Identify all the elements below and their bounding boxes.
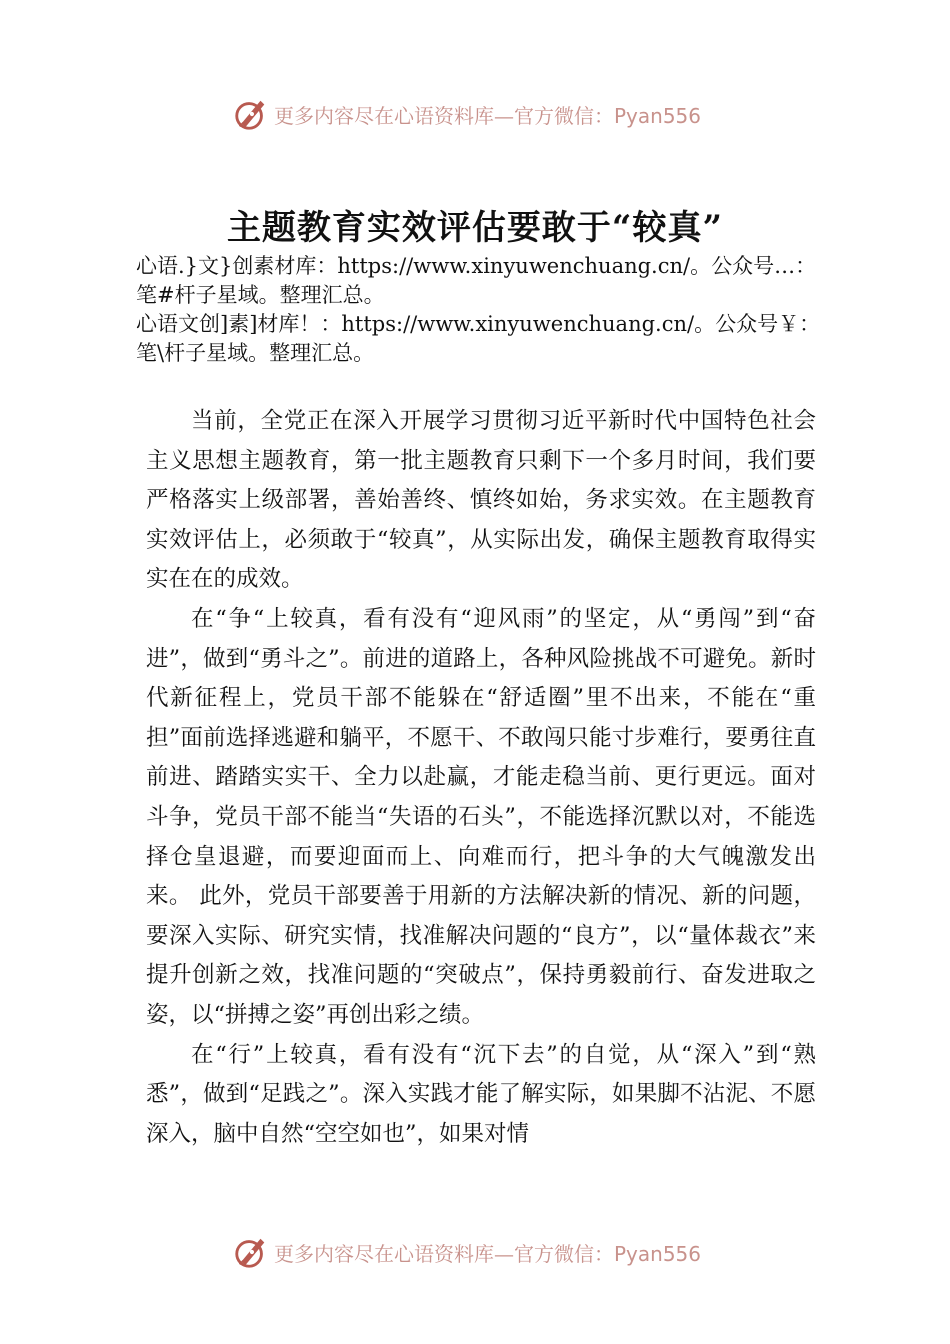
header-banner	[0, 92, 950, 136]
banner-text-cn: 更多内容尽在心语资料库—官方微信：	[274, 1241, 614, 1266]
footer-banner	[0, 1230, 950, 1274]
banner-text-cn: 更多内容尽在心语资料库—官方微信：	[274, 103, 614, 128]
banner-text	[274, 100, 701, 129]
banner-wechat-id: Pyan556	[614, 1241, 702, 1266]
document-body	[146, 402, 816, 1154]
source-notes	[136, 252, 826, 368]
banner-wechat-id: Pyan556	[614, 103, 702, 128]
body-paragraph: 在“争“上较真，看有没有“迎风雨”的坚定，从“勇闯”到“奋进”，做到“勇斗之”。前进的道路上，各种风险挑战不可避免。新时代新征程上，党员干部不能躲在“舒适圈”里不出来，不能在“重担”面前选择逃避和躺平，不愿干、不敢闯只能寸步难行，要勇往直前进、踏踏实实干、全力以赴赢，才能走稳当前、更行更远。面对斗争，党员干部不能当“失语的石头”，不能选择沉默以对，不能选择仓皇退避，而要迎面而上、向难而行，把斗争的大气魄激发出来。 此外，党员干部要善于用新的方法解决新的情况、新的问题， 要深入实际、研究实情，找准解决问题的“良方”，以“量体裁衣”来提升创新之效，找准问题的“突破点”，保持勇毅前行、奋发进取之姿，以“拼搏之姿”再创出彩之绩。	[146, 605, 816, 1028]
pen-nib-logo-icon	[232, 1233, 270, 1271]
source-note: 心语文创]素]材库！：https://www.xinyuwenchuang.cn/。公众号￥：笔\杆子星域。整理汇总。	[136, 312, 821, 365]
banner-content	[232, 1230, 701, 1274]
banner-text	[274, 1238, 701, 1267]
pen-nib-logo-icon	[232, 95, 270, 133]
source-note: 心语.}文}创素材库：https://www.xinyuwenchuang.cn/。公众号…：笔#杆子星域。整理汇总。	[136, 254, 817, 307]
body-paragraph: 在“行”上较真，看有没有“沉下去”的自觉，从“深入”到“熟悉”，做到“足践之”。深入实践才能了解实际，如果脚不沾泥、不愿深入，脑中自然“空空如也”，如果对情	[146, 1041, 816, 1147]
banner-content	[232, 92, 701, 136]
document-title: 主题教育实效评估要敢于“较真”	[226, 208, 724, 248]
body-paragraph: 当前，全党正在深入开展学习贯彻习近平新时代中国特色社会主义思想主题教育，第一批主题教育只剩下一个多月时间，我们要严格落实上级部署，善始善终、慎终如始，务求实效。在主题教育实效评估上，必须敢于“较真”，从实际出发，确保主题教育取得实实在在的成效。	[146, 408, 816, 593]
